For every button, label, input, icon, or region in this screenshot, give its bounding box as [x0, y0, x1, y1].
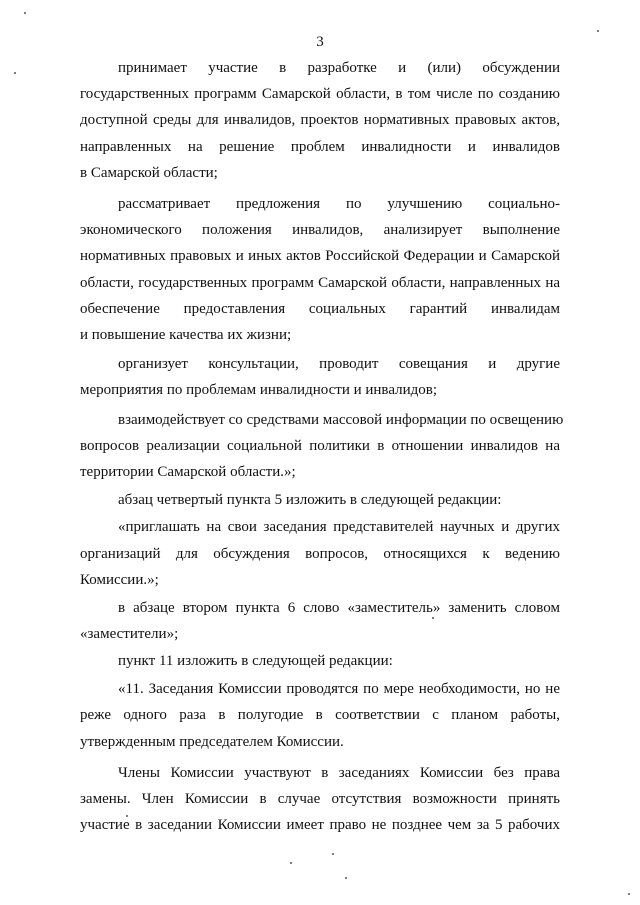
text-line: пункт 11 изложить в следующей редакции: [118, 653, 393, 670]
text-line: доступной среды для инвалидов, проектов нормативных правовых актов, [80, 112, 560, 129]
text-line: реже одного раза в полугодие в соответствии с планом работы, [80, 707, 560, 724]
text-line: утвержденным председателем Комиссии. [80, 733, 344, 750]
text-line: экономического положения инвалидов, анализирует выполнение [80, 222, 560, 239]
scan-speck [345, 877, 347, 879]
text-line: абзац четвертый пункта 5 изложить в следующей редакции: [118, 491, 502, 508]
paragraph-participation [80, 55, 560, 186]
text-line: организаций для обсуждения вопросов, относящихся к ведению [80, 545, 560, 562]
scan-speck [432, 617, 434, 619]
text-line: в Самарской области; [80, 164, 218, 181]
text-line: и повышение качества их жизни; [80, 327, 292, 344]
scan-speck [290, 862, 292, 864]
paragraph-media-interaction [80, 407, 564, 486]
text-line: вопросов реализации социальной политики в отношении инвалидов на [80, 437, 560, 454]
scan-speck [126, 815, 128, 817]
text-line: организует консультации, проводит совещания и другие [118, 356, 560, 373]
paragraph-amend-clause-11 [80, 648, 560, 674]
text-line: направленных на решение проблем инвалидности и инвалидов [80, 138, 560, 155]
scan-speck [597, 30, 599, 32]
paragraph-invite-representatives [80, 514, 560, 593]
text-line: области, государственных программ Самарской области, направленных на [80, 274, 560, 291]
text-line: замены. Член Комиссии в случае отсутствия возможности принять [80, 790, 560, 807]
text-line: в абзаце втором пункта 6 слово «заместитель» заменить словом [118, 599, 560, 616]
text-line: «11. Заседания Комиссии проводятся по мере необходимости, но не [118, 681, 560, 698]
document-body [80, 55, 564, 838]
paragraph-considers-proposals [80, 191, 560, 348]
scan-speck [628, 893, 630, 895]
text-line: Комиссии.»; [80, 571, 159, 588]
paragraph-organizes-consultations [80, 351, 560, 403]
text-line: взаимодействует со средствами массовой информации по освещению [118, 411, 564, 428]
page-number: 3 [316, 34, 324, 50]
text-line: принимает участие в разработке и (или) обсуждении [118, 60, 560, 76]
scan-speck [332, 853, 334, 855]
text-line: «приглашать на свои заседания представителей научных и других [118, 519, 560, 536]
paragraph-meetings-frequency [80, 676, 560, 755]
paragraph-amend-clause-5 [80, 487, 560, 513]
text-line: территории Самарской области.»; [80, 464, 296, 481]
text-line: участие в заседании Комиссии имеет право не позднее чем за 5 рабочих [80, 817, 560, 834]
text-line: нормативных правовых и иных актов Российской Федерации и Самарской [80, 248, 560, 265]
text-line: мероприятия по проблемам инвалидности и инвалидов; [80, 382, 437, 399]
text-line: рассматривает предложения по улучшению социально- [118, 196, 560, 213]
text-line: обеспечение предоставления социальных гарантий инвалидам [80, 300, 560, 317]
paragraph-members-participation [80, 760, 560, 839]
text-line: «заместители»; [80, 625, 179, 642]
scan-speck [14, 72, 16, 74]
text-line: государственных программ Самарской области, в том числе по созданию [80, 86, 560, 103]
paragraph-amend-clause-6 [80, 595, 560, 647]
text-line: Члены Комиссии участвуют в заседаниях Комиссии без права [118, 764, 560, 781]
scan-speck [24, 12, 26, 14]
